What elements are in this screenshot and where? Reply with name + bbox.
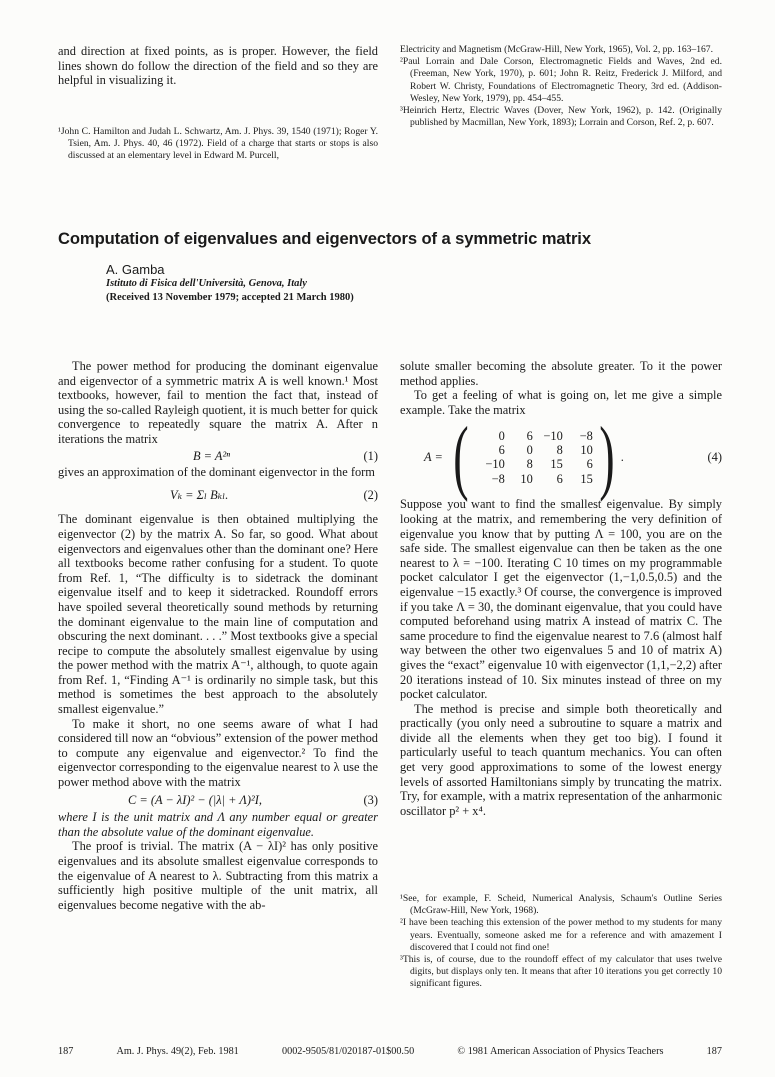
paragraph-continuation: solute smaller becoming the absolute greater. To it the power method applies.: [400, 359, 722, 388]
footer-code: 0002-9505/81/020187-01$00.50: [282, 1046, 415, 1057]
matrix-a: [424, 410, 624, 504]
left-top-footnote: [58, 126, 378, 163]
matrix-cell: 10: [520, 471, 533, 486]
matrix-cell: 15: [550, 457, 563, 472]
matrix-cell: −10: [485, 457, 505, 472]
matrix-cell: 6: [498, 443, 505, 458]
left-continuation-text: and direction at fixed points, as is proper. However, the field lines shown do follow the direction of the field and so they are helpful in visualizing it.: [58, 44, 378, 88]
equation-2: [58, 488, 378, 503]
matrix-cell: −8: [491, 471, 505, 486]
equation-4-number: (4): [707, 450, 722, 465]
footer-page-left: 187: [58, 1046, 74, 1057]
ref-footnote-2: ²I have been teaching this extension of the power method to my students for many years. Eventually, someone asked me for a reference and with amazement I discovered that I could not find one!: [400, 917, 722, 953]
matrix-cell: 10: [580, 443, 593, 458]
footnote-1-start: ¹John C. Hamilton and Judah L. Schwartz, Am. J. Phys. 39, 1540 (1971); Roger Y. Tsien, Am. J. Phys. 40, 46 (1972). Field of a charge that starts or stops is also discussed at an elementary level in Edward M. Purcell,: [58, 126, 378, 162]
left-paren: (: [453, 410, 469, 504]
equation-4-lhs: A =: [424, 450, 443, 465]
paragraph-definition: where I is the unit matrix and Λ any number equal or greater than the absolute value of the dominant eigenvalue.: [58, 810, 378, 839]
ref-footnote-1: ¹See, for example, F. Scheid, Numerical Analysis, Schaum's Outline Series (McGraw-Hill, New York, 1968).: [400, 893, 722, 917]
matrix-cell: −8: [579, 428, 593, 443]
matrix-cell: 15: [580, 471, 593, 486]
matrix-period: .: [620, 450, 624, 465]
right-top-footnotes: [400, 44, 722, 129]
left-column: [58, 359, 378, 912]
equation-3: [58, 793, 378, 808]
matrix-cell: −10: [543, 428, 563, 443]
matrix-cell: 6: [586, 457, 593, 472]
page-footer: [58, 1046, 722, 1057]
matrix-cell: 0: [526, 443, 533, 458]
paragraph-dominant: The dominant eigenvalue is then obtained multiplying the eigenvector (2) by the matrix A. So far, so good. What about eigenvectors and eigenvalues other than the dominant one? Here all textbooks become rather confusing for a student. To quote from Ref. 1, “The difficulty is to sidetrack the dominant eigenvalue itself and to keep it sidetracked. Roundoff errors have spoiled several theoretically sound methods by returning the dominant eigenvalue to the main line of computation and obscuring the next dominant. . . .” Most textbooks give a special recipe to compute the absolutely smallest eigenvalue by using the power method with the matrix A⁻¹, although, to quote again from Ref. 1, “Finding A⁻¹ is ordinarily no simple task, but this method is sometimes the best approach to the absolutely smallest eigenvalue.”: [58, 512, 378, 717]
matrix-cell: 8: [526, 457, 533, 472]
equation-1: [58, 449, 378, 464]
footer-page-right: 187: [706, 1046, 722, 1057]
footer-journal: Am. J. Phys. 49(2), Feb. 1981: [116, 1046, 239, 1057]
paragraph-proof: The proof is trivial. The matrix (A − λI)² has only positive eigenvalues and its absolute smallest eigenvalue corresponds to the eigenvalue of A nearest to λ. Subtracting from this matrix a sufficiently high positive multiple of the unit matrix, all eigenvalues become negative with the ab-: [58, 839, 378, 912]
paragraph-intro: The power method for producing the dominant eigenvalue and eigenvector of a symmetric matrix A is well known.¹ Most textbooks, however, fail to mention the fact that, instead of using the so-called Rayleigh quotient, it is much better for quick convergence to repeatedly square the matrix A. After n iterations the matrix: [58, 359, 378, 446]
right-bottom-footnotes: [400, 893, 722, 991]
footnote-1-continued: Electricity and Magnetism (McGraw-Hill, New York, 1965), Vol. 2, pp. 163–167.: [400, 44, 714, 55]
paragraph-approx: gives an approximation of the dominant eigenvector in the form: [58, 465, 375, 480]
equation-3-number: (3): [363, 792, 378, 807]
equation-2-body: Vₖ = Σₗ Bₖₗ.: [170, 487, 229, 502]
matrix-cell: 0: [498, 428, 505, 443]
paragraph-method: To make it short, no one seems aware of what I had considered till now an “obvious” extension of the power method to compute any eigenvalue and eigenvector.² To find the eigenvector corresponding to the eigenvalue nearest to λ use the power method above with the matrix: [58, 716, 378, 790]
matrix-cell: 8: [556, 443, 563, 458]
footnote-3: ³Heinrich Hertz, Electric Waves (Dover, New York, 1962), p. 142. (Originally published by Macmillan, New York, 1893); Lorrain and Corson, Ref. 2, p. 607.: [400, 105, 722, 129]
footnote-2: ²Paul Lorrain and Dale Corson, Electromagnetic Fields and Waves, 2nd ed. (Freeman, New York, 1970), p. 601; John R. Reitz, Frederick J. Milford, and Robert W. Christy, Foundations of Electromagnetic Theory, 3rd ed. (Addison-Wesley, New York, 1979), pp. 454–455.: [400, 56, 722, 104]
footer-copyright: © 1981 American Association of Physics Teachers: [457, 1046, 664, 1057]
equation-3-body: C = (A − λI)² − (|λ| + Λ)²I,: [128, 792, 262, 807]
equation-1-body: B = A²ⁿ: [193, 448, 231, 463]
equation-4: [400, 410, 722, 504]
paragraph-conclusion: The method is precise and simple both theoretically and practically (you only need a subroutine to square a matrix and divide all the elements when they get too big). I found it particularly useful to teach quantum mechanics. You can often get very good approximations to some of the lowest energy levels of assorted Hamiltonians simply by truncating the matrix. Try, for example, with a matrix representation of the anharmonic oscillator p² + x⁴.: [400, 701, 722, 818]
matrix-cell: 6: [556, 471, 563, 486]
author-name: A. Gamba: [106, 262, 165, 277]
ref-footnote-3: ³This is, of course, due to the roundoff effect of my calculator that uses twelve digits, but displays only ten. It means that after 10 iterations you get correctly 10 significant figures.: [400, 954, 722, 990]
matrix-grid: [475, 429, 593, 486]
paragraph-example: To get a feeling of what is going on, let me give a simple example. Take the matrix: [400, 388, 722, 417]
right-column: [400, 359, 722, 818]
equation-2-number: (2): [363, 487, 378, 502]
right-paren: ): [599, 410, 615, 504]
matrix-cell: 6: [526, 428, 533, 443]
equation-1-number: (1): [363, 448, 378, 463]
paragraph-smallest: Suppose you want to find the smallest eigenvalue. By simply looking at the matrix, and remembering the very definition of eigenvalue you know that by putting Λ = 100, you are on the safe side. The smallest eigenvalue can then be taken as the one nearest to λ = −100. Iterating C 10 times on my programmable pocket calculator I get the eigenvector (1,−1,0.5,0.5) and the eigenvalue −15 exactly.³ Of course, the convergence is improved if you take Λ = 30, the dominant eigenvalue, that you could have computed beforehand using matrix A instead of matrix C. The same procedure to find the eigenvalue nearest to 7.6 (almost half way between the other two eigenvalues 5 and 10 of matrix A) gives the “exact” eigenvalue 10 with eigenvector (1,1,−2,2) after 20 iterations instead of 10. Six minutes instead of three on my pocket calculator.: [400, 497, 722, 702]
article-title: Computation of eigenvalues and eigenvectors of a symmetric matrix: [58, 229, 591, 248]
affiliation: Istituto di Fisica dell'Università, Genova, Italy: [106, 278, 307, 289]
received-date: (Received 13 November 1979; accepted 21 March 1980): [106, 292, 354, 303]
